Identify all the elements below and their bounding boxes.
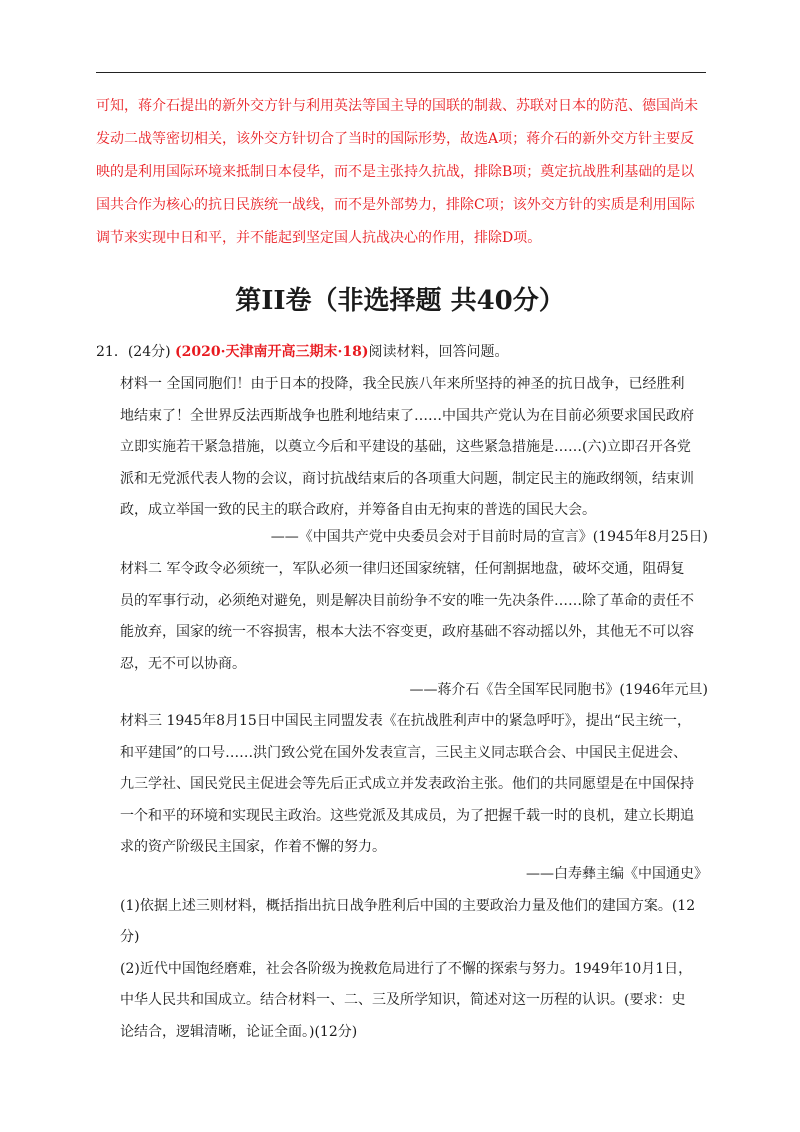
material-line: 地结束了！全世界反法西斯战争也胜利地结束了……中国共产党认为在目前必须要求国民政府 bbox=[120, 408, 694, 424]
header-rule bbox=[96, 72, 706, 73]
material-source: ——《中国共产党中央委员会对于目前时局的宣言》(1945年8月25日) bbox=[270, 529, 708, 545]
material-line: 政，成立举国一致的民主的联合政府，并筹备自由无拘束的普选的国民大会。 bbox=[120, 502, 596, 518]
material-line: 一个和平的环境和实现民主政治。这些党派及其成员，为了把握千载一时的良机，建立长期追 bbox=[120, 808, 694, 824]
answer-line: 可知，蒋介石提出的新外交方针与利用英法等国主导的国联的制裁、苏联对日本的防范、德国尚未 bbox=[96, 98, 698, 114]
material-line: 忍，无不可以协商。 bbox=[120, 656, 246, 672]
sub-question-line: 分) bbox=[120, 929, 140, 945]
material-line: 能放弃，国家的统一不容损害，根本大法不容变更，政府基础不容动摇以外，其他无不可以容 bbox=[120, 624, 694, 640]
question-header bbox=[96, 342, 508, 362]
sub-question-line: (2)近代中国饱经磨难，社会各阶级为挽救危局进行了不懈的探索与努力。1949年10月1日， bbox=[120, 961, 693, 977]
sub-question-line: 中华人民共和国成立。结合材料一、二、三及所学知识，简述对这一历程的认识。(要求：史 bbox=[120, 992, 686, 1008]
question-source-tag: (2020·天津南开高三期末·18) bbox=[175, 344, 369, 360]
material-line: 材料三 1945年8月15日中国民主同盟发表《在抗战胜利声中的紧急呼吁》，提出“民主统一， bbox=[120, 713, 691, 729]
question-number: 21． bbox=[96, 344, 128, 360]
section-title: 第II卷（非选择题 共40分） bbox=[235, 286, 565, 316]
material-line: 立即实施若干紧急措施，以奠立今后和平建设的基础，这些紧急措施是……(六)立即召开各党 bbox=[120, 439, 691, 455]
answer-line: 国共合作为核心的抗日民族统一战线，而不是外部势力，排除C项；该外交方针的实质是利用国际 bbox=[96, 197, 695, 213]
material-source: ——蒋介石《告全国军民同胞书》(1946年元旦) bbox=[409, 682, 708, 698]
material-line: 九三学社、国民党民主促进会等先后正式成立并发表政治主张。他们的共同愿望是在中国保持 bbox=[120, 776, 694, 792]
material-line: 派和无党派代表人物的会议，商讨抗战结束后的各项重大问题，制定民主的施政纲领，结束训 bbox=[120, 471, 694, 487]
material-line: 和平建国”的口号……洪门致公党在国外发表宣言，三民主义同志联合会、中国民主促进会、 bbox=[120, 745, 688, 761]
material-line: 求的资产阶级民主国家，作着不懈的努力。 bbox=[120, 839, 386, 855]
material-source: ——白寿彝主编《中国通史》 bbox=[526, 866, 708, 882]
answer-line: 调节来实现中日和平，并不能起到坚定国人抗战决心的作用，排除D项。 bbox=[96, 230, 542, 246]
question-prompt: 阅读材料，回答问题。 bbox=[368, 344, 509, 360]
sub-question-line: 论结合，逻辑清晰，论证全面。)(12分) bbox=[120, 1024, 358, 1040]
sub-question-line: (1)依据上述三则材料，概括指出抗日战争胜利后中国的主要政治力量及他们的建国方案。(12 bbox=[120, 898, 696, 914]
question-score: (24分) bbox=[127, 344, 171, 360]
material-line: 材料二 军令政令必须统一，军队必须一律归还国家统辖，任何割据地盘，破坏交通，阻碍复 bbox=[120, 561, 685, 577]
answer-line: 映的是利用国际环境来抵制日本侵华，而不是主张持久抗战，排除B项；奠定抗战胜利基础的是以 bbox=[96, 164, 695, 180]
material-line: 员的军事行动，必须绝对避免，则是解决目前纷争不安的唯一先决条件……除了革命的责任不 bbox=[120, 593, 694, 609]
answer-line: 发动二战等密切相关，该外交方针切合了当时的国际形势，故选A项；蒋介石的新外交方针主要反 bbox=[96, 131, 695, 147]
material-line: 材料一 全国同胞们！由于日本的投降，我全民族八年来所坚持的神圣的抗日战争，已经胜利 bbox=[120, 376, 685, 392]
